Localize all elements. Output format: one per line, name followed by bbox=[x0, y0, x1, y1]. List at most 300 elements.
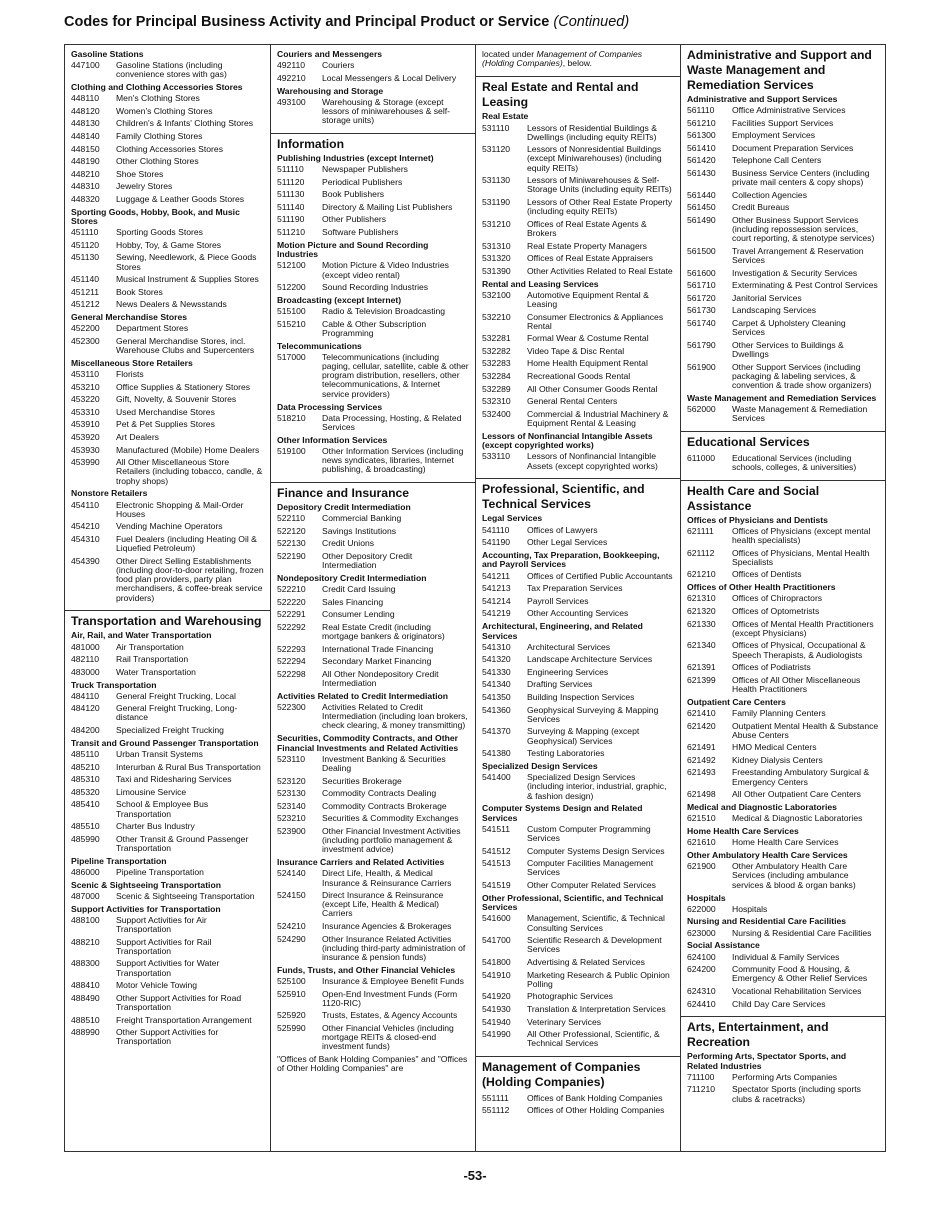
naics-code: 541213 bbox=[482, 583, 511, 594]
naics-code: 532289 bbox=[482, 383, 511, 394]
activity-description: Florists bbox=[116, 369, 144, 380]
activity-description: Veterinary Services bbox=[527, 1016, 602, 1027]
naics-code: 448150 bbox=[71, 143, 100, 154]
activity-description: Office Supplies & Stationery Stores bbox=[116, 381, 251, 392]
activity-description: Other Support Activities for Road Transportation bbox=[116, 992, 242, 1012]
activity-description: Computer Systems Design Services bbox=[527, 845, 665, 856]
code-row bbox=[71, 419, 264, 432]
naics-code: 511140 bbox=[277, 201, 305, 212]
code-row bbox=[687, 813, 879, 826]
naics-code: 488300 bbox=[71, 958, 100, 969]
code-row bbox=[71, 130, 264, 143]
naics-code: 522298 bbox=[277, 668, 306, 679]
continued-label: (Continued) bbox=[553, 14, 630, 30]
naics-code: 711210 bbox=[687, 1084, 716, 1095]
naics-code: 531310 bbox=[482, 240, 511, 251]
code-row bbox=[482, 691, 674, 704]
naics-code: 523900 bbox=[277, 825, 306, 836]
activity-description: Surveying & Mapping (except Geophysical) Services bbox=[527, 726, 640, 746]
code-row bbox=[482, 913, 674, 935]
naics-code: 448320 bbox=[71, 193, 100, 204]
code-row bbox=[277, 163, 469, 176]
code-row bbox=[71, 833, 264, 855]
code-row bbox=[277, 96, 469, 127]
naics-code: 454390 bbox=[71, 555, 100, 566]
naics-code: 624100 bbox=[687, 951, 716, 962]
code-row bbox=[277, 1022, 469, 1053]
column bbox=[65, 45, 270, 1151]
naics-code: 622000 bbox=[687, 903, 716, 914]
activity-description: Scenic & Sightseeing Transportation bbox=[116, 890, 255, 901]
activity-description: Landscaping Services bbox=[732, 305, 817, 316]
activity-description: Marketing Research & Public Opinion Polling bbox=[527, 969, 670, 989]
naics-code: 523140 bbox=[277, 800, 306, 811]
section bbox=[271, 482, 475, 1079]
activity-description: Pet & Pet Supplies Stores bbox=[116, 419, 215, 430]
activity-description: Musical Instrument & Supplies Stores bbox=[116, 274, 259, 285]
code-row bbox=[687, 837, 879, 850]
code-row bbox=[482, 253, 674, 266]
naics-code: 485310 bbox=[71, 774, 100, 785]
activity-description: Scientific Research & Development Services bbox=[527, 935, 662, 955]
naics-code: 454310 bbox=[71, 533, 100, 544]
activity-description: Document Preparation Services bbox=[732, 142, 854, 153]
code-row bbox=[71, 533, 264, 555]
code-row bbox=[277, 920, 469, 933]
naics-code: 621340 bbox=[687, 640, 716, 651]
code-row bbox=[482, 991, 674, 1004]
naics-code: 448120 bbox=[71, 105, 100, 116]
activity-description: Couriers bbox=[322, 60, 355, 71]
activity-description: Support Activities for Rail Transportation bbox=[116, 936, 212, 956]
naics-code: 488990 bbox=[71, 1027, 100, 1038]
activity-description: Credit Unions bbox=[322, 538, 375, 549]
activity-description: Telephone Call Centers bbox=[732, 155, 822, 166]
naics-code: 541800 bbox=[482, 956, 511, 967]
code-row bbox=[687, 189, 879, 202]
code-row bbox=[687, 569, 879, 582]
section bbox=[65, 45, 270, 607]
naics-code: 525910 bbox=[277, 988, 306, 999]
code-row bbox=[687, 202, 879, 215]
code-row bbox=[687, 963, 879, 985]
code-row bbox=[277, 412, 469, 434]
activity-description: Offices of Bank Holding Companies bbox=[527, 1092, 663, 1103]
naics-code: 621498 bbox=[687, 789, 716, 800]
naics-code: 511130 bbox=[277, 189, 305, 200]
naics-code: 531130 bbox=[482, 175, 511, 186]
naics-code: 532100 bbox=[482, 289, 511, 300]
code-row bbox=[71, 890, 264, 903]
code-row bbox=[277, 975, 469, 988]
column bbox=[680, 45, 885, 1151]
activity-description: Insurance Agencies & Brokerages bbox=[322, 921, 452, 932]
activity-description: Book Publishers bbox=[322, 189, 385, 200]
activity-description: Urban Transit Systems bbox=[116, 749, 203, 759]
naics-code: 454110 bbox=[71, 499, 100, 510]
code-row bbox=[71, 761, 264, 774]
activity-description: Other Transit & Ground Passenger Transportation bbox=[116, 833, 249, 853]
activity-description: Home Health Equipment Rental bbox=[527, 358, 648, 369]
section bbox=[65, 610, 270, 1051]
code-row bbox=[687, 117, 879, 130]
activity-description: Data Processing, Hosting, & Related Services bbox=[322, 412, 462, 432]
activity-description: Clothing Accessories Stores bbox=[116, 143, 223, 154]
code-row bbox=[687, 593, 879, 606]
section bbox=[476, 76, 680, 475]
naics-code: 453110 bbox=[71, 369, 100, 380]
code-row bbox=[277, 609, 469, 622]
naics-code: 454210 bbox=[71, 521, 100, 532]
subsection-heading: Motion Picture and Sound Recording Industries bbox=[277, 239, 429, 260]
activity-description: Software Publishers bbox=[322, 226, 399, 237]
code-row bbox=[482, 969, 674, 991]
naics-code: 624410 bbox=[687, 998, 716, 1009]
code-row bbox=[687, 305, 879, 318]
naics-code: 524140 bbox=[277, 868, 306, 879]
section bbox=[681, 45, 885, 428]
activity-description: Pipeline Transportation bbox=[116, 866, 204, 877]
naics-code: 451211 bbox=[71, 286, 100, 297]
section bbox=[681, 480, 885, 1014]
activity-description: Formal Wear & Costume Rental bbox=[527, 333, 649, 344]
naics-code: 453920 bbox=[71, 432, 100, 443]
code-row bbox=[687, 452, 879, 474]
code-row bbox=[482, 265, 674, 278]
code-row bbox=[71, 820, 264, 833]
activity-description: Other Ambulatory Health Care Services (including ambulance services & blood & organ banks) bbox=[732, 861, 856, 890]
activity-description: Offices of Physicians (except mental health specialists) bbox=[732, 525, 871, 546]
code-row bbox=[482, 196, 674, 218]
subsection-heading: Computer Systems Design and Related Services bbox=[482, 803, 643, 823]
naics-code: 561600 bbox=[687, 267, 716, 278]
activity-description: Consumer Lending bbox=[322, 609, 395, 620]
activity-description: Drafting Services bbox=[527, 679, 593, 690]
subsection-heading: Insurance Carriers and Related Activities bbox=[277, 857, 445, 868]
section-heading: Real Estate and Rental and Leasing bbox=[482, 80, 639, 110]
activity-description: Art Dealers bbox=[116, 432, 159, 443]
code-row bbox=[482, 654, 674, 667]
subsection-heading: Data Processing Services bbox=[277, 401, 383, 412]
code-row bbox=[687, 903, 879, 916]
code-row bbox=[71, 59, 264, 81]
continuation-note bbox=[482, 48, 674, 70]
naics-code: 621610 bbox=[687, 837, 716, 848]
code-row bbox=[687, 707, 879, 720]
activity-description: Radio & Television Broadcasting bbox=[322, 306, 446, 317]
activity-description: Kidney Dialysis Centers bbox=[732, 754, 823, 765]
activity-description: Motion Picture & Video Industries (except video rental) bbox=[322, 260, 449, 280]
naics-code: 541380 bbox=[482, 748, 511, 759]
naics-code: 621900 bbox=[687, 861, 716, 872]
section-heading: Arts, Entertainment, and Recreation bbox=[687, 1020, 829, 1050]
activity-description: Performing Arts Companies bbox=[732, 1071, 838, 1082]
subsection-heading: Home Health Care Services bbox=[687, 826, 799, 837]
activity-description: Lessors of Miniwarehouses & Self-Storage Units (including equity REITs) bbox=[527, 175, 672, 195]
code-row bbox=[482, 747, 674, 760]
code-row bbox=[71, 641, 264, 654]
activity-description: Offices of Podiatrists bbox=[732, 662, 811, 673]
naics-code: 511120 bbox=[277, 176, 305, 187]
subsection-heading: Rental and Leasing Services bbox=[482, 278, 599, 289]
naics-code: 561740 bbox=[687, 318, 716, 328]
activity-description: Electronic Shopping & Mail-Order Houses bbox=[116, 499, 244, 519]
naics-code: 525100 bbox=[277, 976, 306, 987]
activity-description: Shoe Stores bbox=[116, 168, 164, 179]
naics-code: 481000 bbox=[71, 641, 100, 652]
section bbox=[271, 133, 475, 479]
naics-code: 624200 bbox=[687, 964, 716, 975]
activity-description: Exterminating & Pest Control Services bbox=[732, 280, 878, 291]
code-row bbox=[71, 653, 264, 666]
naics-code: 447100 bbox=[71, 60, 100, 71]
activity-description: Child Day Care Services bbox=[732, 998, 826, 1009]
naics-code: 485990 bbox=[71, 833, 100, 844]
naics-code: 485510 bbox=[71, 821, 100, 832]
code-row bbox=[482, 218, 674, 240]
activity-description: Real Estate Credit (including mortgage bankers & originators) bbox=[322, 621, 445, 642]
naics-code: 451120 bbox=[71, 239, 100, 250]
code-row bbox=[482, 396, 674, 409]
naics-code: 452200 bbox=[71, 323, 100, 334]
naics-code: 532281 bbox=[482, 333, 511, 344]
activity-description: Specialized Design Services (including interior, industrial, graphic, & fashion design) bbox=[527, 772, 667, 801]
naics-code: 561720 bbox=[687, 292, 716, 303]
naics-code: 621399 bbox=[687, 674, 716, 685]
naics-code: 541512 bbox=[482, 845, 511, 856]
activity-description: Freestanding Ambulatory Surgical & Emergency Centers bbox=[732, 767, 870, 787]
section bbox=[681, 431, 885, 477]
code-row bbox=[482, 1092, 674, 1105]
activity-description: Securities & Commodity Exchanges bbox=[322, 813, 459, 824]
footnote: "Offices of Bank Holding Companies" and "Offices of Other Holding Companies" are bbox=[277, 1054, 468, 1074]
code-row bbox=[687, 525, 879, 547]
activity-description: Spectator Sports (including sports clubs & racetracks) bbox=[732, 1084, 861, 1104]
code-row bbox=[687, 767, 879, 789]
activity-description: Specialized Freight Trucking bbox=[116, 725, 224, 736]
activity-description: Trusts, Estates, & Agency Accounts bbox=[322, 1010, 458, 1021]
activity-description: Gasoline Stations (including convenience stores with gas) bbox=[116, 60, 227, 80]
activity-description: Offices of Chiropractors bbox=[732, 593, 823, 604]
activity-description: Support Activities for Air Transportation bbox=[116, 914, 207, 935]
activity-description: Taxi and Ridesharing Services bbox=[116, 774, 232, 785]
activity-description: Lessors of Other Real Estate Property (including equity REITs) bbox=[527, 197, 673, 217]
naics-code: 541700 bbox=[482, 935, 511, 946]
activity-description: General Merchandise Stores, incl. Warehouse Clubs and Supercenters bbox=[116, 335, 255, 356]
code-row bbox=[687, 280, 879, 293]
code-row bbox=[71, 168, 264, 181]
activity-description: Employment Services bbox=[732, 130, 816, 141]
naics-code: 448110 bbox=[71, 93, 100, 104]
naics-code: 541219 bbox=[482, 608, 511, 619]
code-row bbox=[277, 72, 469, 85]
naics-code: 488100 bbox=[71, 914, 100, 925]
activity-description: Vending Machine Operators bbox=[116, 521, 223, 532]
section bbox=[271, 45, 475, 130]
naics-code: 511110 bbox=[277, 164, 304, 175]
naics-code: 541310 bbox=[482, 641, 511, 652]
activity-description: Collection Agencies bbox=[732, 189, 808, 200]
naics-code: 485210 bbox=[71, 761, 100, 772]
subsection-heading: Legal Services bbox=[482, 513, 543, 524]
code-row bbox=[482, 641, 674, 654]
subsection-heading: Other Professional, Scientific, and Technical Services bbox=[482, 892, 664, 913]
activity-description: Building Inspection Services bbox=[527, 691, 635, 702]
subsection-heading: Real Estate bbox=[482, 111, 529, 122]
naics-code: 522291 bbox=[277, 609, 306, 620]
subsection-heading: Nondepository Credit Intermediation bbox=[277, 573, 427, 584]
subsection-heading: Outpatient Care Centers bbox=[687, 696, 786, 707]
subsection-heading: Warehousing and Storage bbox=[277, 85, 384, 96]
activity-description: Custom Computer Programming Services bbox=[527, 823, 651, 844]
activity-description: School & Employee Bus Transportation bbox=[116, 799, 209, 819]
code-row bbox=[71, 323, 264, 336]
activity-description: Photographic Services bbox=[527, 991, 613, 1002]
code-row bbox=[71, 799, 264, 821]
code-row bbox=[71, 155, 264, 168]
naics-code: 621320 bbox=[687, 606, 716, 617]
activity-description: Lessors of Nonfinancial Intangible Assets (except copyrighted works) bbox=[527, 451, 658, 471]
naics-code: 541513 bbox=[482, 858, 511, 869]
naics-code: 522293 bbox=[277, 643, 306, 654]
code-row bbox=[71, 105, 264, 118]
column bbox=[475, 45, 680, 1151]
activity-description: Home Health Care Services bbox=[732, 837, 839, 848]
activity-description: Charter Bus Industry bbox=[116, 821, 195, 832]
naics-code: 561730 bbox=[687, 305, 716, 316]
activity-description: Landscape Architecture Services bbox=[527, 654, 653, 665]
code-row bbox=[71, 555, 264, 604]
subsection-heading: Offices of Physicians and Dentists bbox=[687, 514, 828, 525]
naics-code: 448310 bbox=[71, 181, 100, 192]
naics-code: 561300 bbox=[687, 130, 716, 141]
code-row bbox=[687, 142, 879, 155]
code-row bbox=[687, 155, 879, 168]
subsection-heading: Support Activities for Transportation bbox=[71, 903, 221, 914]
code-row bbox=[277, 260, 469, 282]
naics-code: 511210 bbox=[277, 226, 306, 237]
activity-description: Commercial & Industrial Machinery & Equipment Rental & Leasing bbox=[527, 408, 669, 428]
activity-description: Offices of All Other Miscellaneous Health Practitioners bbox=[732, 674, 861, 694]
code-row bbox=[277, 621, 469, 643]
code-row bbox=[687, 267, 879, 280]
section bbox=[476, 45, 680, 73]
naics-code: 523130 bbox=[277, 788, 306, 799]
code-row bbox=[482, 240, 674, 253]
activity-description: Other Support Activities for Transportation bbox=[116, 1027, 219, 1047]
activity-description: Recreational Goods Rental bbox=[527, 371, 631, 382]
activity-description: Limousine Service bbox=[116, 786, 187, 797]
code-row bbox=[277, 988, 469, 1010]
naics-code: 453930 bbox=[71, 444, 100, 455]
naics-code: 621510 bbox=[687, 813, 716, 824]
section-heading: Administrative and Support and Waste Management and Remediation Services bbox=[687, 48, 872, 92]
code-row bbox=[71, 335, 264, 357]
activity-description: Securities Brokerage bbox=[322, 775, 402, 786]
naics-code: 524210 bbox=[277, 921, 306, 932]
naics-code: 452300 bbox=[71, 335, 100, 346]
code-row bbox=[482, 570, 674, 583]
activity-description: Business Service Centers (including private mail centers & copy shops) bbox=[732, 167, 870, 188]
subsection-heading: Air, Rail, and Water Transportation bbox=[71, 630, 212, 641]
naics-code: 453910 bbox=[71, 419, 100, 430]
naics-code: 541940 bbox=[482, 1016, 511, 1027]
code-row bbox=[277, 933, 469, 964]
activity-description: Other Insurance Related Activities (including third-party administration of insurance & pension funds) bbox=[322, 933, 466, 963]
naics-code: 621493 bbox=[687, 767, 716, 778]
naics-code: 561900 bbox=[687, 361, 716, 372]
subsection-heading: Hospitals bbox=[687, 892, 726, 903]
naics-code: 621111 bbox=[687, 525, 714, 536]
code-row bbox=[687, 167, 879, 189]
code-row bbox=[482, 771, 674, 802]
code-row bbox=[277, 226, 469, 239]
activity-description: Community Food & Housing, & Emergency & Other Relief Services bbox=[732, 964, 868, 984]
naics-code: 541360 bbox=[482, 704, 511, 715]
subsection-heading: Securities, Commodity Contracts, and Other Financial Investments and Related Activities bbox=[277, 733, 459, 753]
code-row bbox=[71, 866, 264, 879]
section-heading: Educational Services bbox=[687, 435, 810, 450]
activity-description: Other Services to Buildings & Dwellings bbox=[732, 339, 844, 359]
naics-code: 484200 bbox=[71, 725, 100, 736]
activity-description: International Trade Financing bbox=[322, 643, 434, 654]
activity-description: Offices of Certified Public Accountants bbox=[527, 570, 673, 581]
naics-code: 493100 bbox=[277, 96, 306, 107]
section-heading: Finance and Insurance bbox=[277, 486, 410, 501]
code-row bbox=[687, 674, 879, 696]
code-row bbox=[687, 720, 879, 742]
section-heading: Information bbox=[277, 136, 345, 151]
code-row bbox=[71, 748, 264, 761]
code-row bbox=[71, 914, 264, 936]
naics-code: 531210 bbox=[482, 218, 511, 229]
naics-code: 485410 bbox=[71, 799, 100, 810]
activity-description: Offices of Optometrists bbox=[732, 606, 820, 617]
subsection-heading: Administrative and Support Services bbox=[687, 94, 838, 104]
activity-description: General Rental Centers bbox=[527, 396, 618, 407]
code-row bbox=[277, 281, 469, 294]
activity-description: Gift, Novelty, & Souvenir Stores bbox=[116, 394, 237, 405]
code-row bbox=[277, 176, 469, 189]
activity-description: Offices of Lawyers bbox=[527, 524, 598, 535]
code-row bbox=[71, 143, 264, 156]
subsection-heading: Scenic & Sightseeing Transportation bbox=[71, 879, 221, 890]
naics-code: 522294 bbox=[277, 656, 306, 667]
code-row bbox=[71, 992, 264, 1014]
code-row bbox=[71, 286, 264, 299]
code-row bbox=[71, 703, 264, 725]
activity-description: Jewelry Stores bbox=[116, 181, 173, 192]
code-row bbox=[482, 704, 674, 726]
code-row bbox=[277, 525, 469, 538]
code-row bbox=[277, 643, 469, 656]
activity-description: Computer Facilities Management Services bbox=[527, 858, 654, 878]
code-row bbox=[482, 858, 674, 880]
activity-description: Medical & Diagnostic Laboratories bbox=[732, 813, 863, 824]
activity-description: Waste Management & Remediation Services bbox=[732, 403, 868, 424]
activity-description: Water Transportation bbox=[116, 666, 196, 677]
activity-description: Lessors of Nonresidential Buildings (except Miniwarehouses) (including equity REITs) bbox=[527, 144, 662, 173]
naics-code: 531190 bbox=[482, 197, 511, 208]
activity-description: Hobby, Toy, & Game Stores bbox=[116, 239, 222, 250]
activity-description: Warehousing & Storage (except lessors of miniwarehouses & self-storage units) bbox=[322, 96, 450, 126]
activity-description: Telecommunications (including paging, cellular, satellite, cable & other program distribution, resellers, other telecommunications, & Internet service providers) bbox=[322, 351, 469, 399]
activity-description: Testing Laboratories bbox=[527, 748, 605, 759]
code-row bbox=[687, 861, 879, 892]
naics-code: 541920 bbox=[482, 991, 511, 1002]
code-row bbox=[71, 690, 264, 703]
note-text: located under bbox=[482, 49, 537, 59]
